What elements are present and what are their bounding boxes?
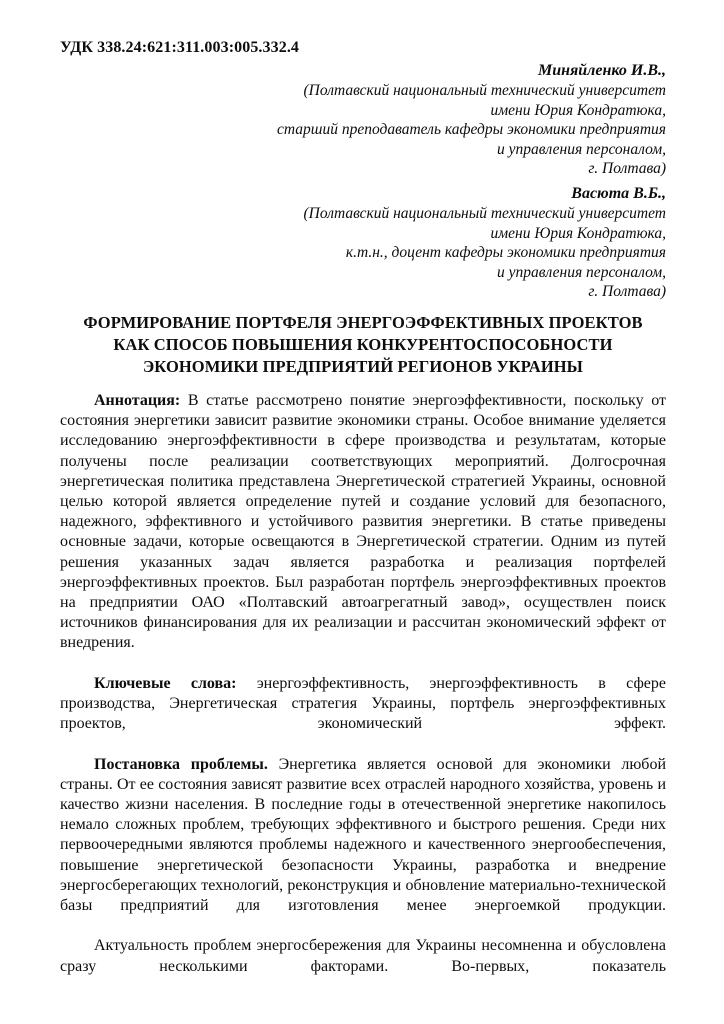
author-affiliation-line: имени Юрия Кондратюка,	[490, 224, 666, 242]
article-title	[60, 312, 666, 378]
keywords-text: энергоэффективность, энергоэффективность в сфере производства, Энергетическая стратегия Украины, портфель энергоэффективных проектов, экономический эффект.	[60, 674, 667, 733]
relevance-text: Актуальность проблем энергосбережения для Украины несомненна и обусловлена сразу несколькими факторами. Во-первых, показатель	[60, 937, 666, 975]
author-affiliation-line: имени Юрия Кондратюка,	[490, 101, 666, 119]
udc-code: УДК 338.24:621:311.003:005.332.4	[60, 39, 300, 56]
author-name: Миняйленко И.В.,	[538, 62, 666, 79]
author-block-group	[60, 60, 666, 302]
author-affiliation-line: к.т.н., доцент кафедры экономики предприятия	[345, 244, 666, 262]
author-affiliation-line: г. Полтава)	[588, 160, 666, 178]
author-affiliation-line: (Полтавский национальный технический университет	[303, 204, 666, 222]
author-affiliation-line: г. Полтава)	[588, 283, 666, 301]
article-title-line: ЭКОНОМИКИ ПРЕДПРИЯТИЙ РЕГИОНОВ УКРАИНЫ	[143, 356, 583, 376]
abstract-text: В статье рассмотрено понятие энергоэффективности, поскольку от состояния энергетики зависит развитие экономики страны. Особое внимание уделяется исследованию энергоэффективности в сфере производства и результатам, которые получены после реализации соответствующих мероприятий. Долгосрочная энергетическая политика представлена Энергетической стратегией Украины, основной целью которой является определение путей и создание условий для безопасного, надежного, эффективного и устойчивого развития энергетики. В статье приведены основные задачи, которые освещаются в Энергетической стратегии. Одним из путей решения указанных задач является разработка и реализация портфелей энергоэффективных проектов. Был разработан портфель энергоэффективных проектов на предприятии ОАО «Полтавский автоагрегатный завод», осуществлен поиск источников финансирования для их реализации и рассчитан экономический эффект от внедрения.	[60, 391, 666, 652]
author-block	[60, 183, 666, 302]
article-title-line: КАК СПОСОБ ПОВЫШЕНИЯ КОНКУРЕНТОСПОСОБНОСТИ	[113, 334, 613, 354]
problem-statement-text: Энергетика является основой для экономики любой страны. От ее состояния зависят развитие всех отраслей народного хозяйства, уровень и качество жизни населения. В последние годы в отечественной энергетике накопилось немало сложных проблем, требующих эффективного и быстрого решения. Среди них первоочередными являются проблемы надежного и качественного энергообеспечения, повышение энергетической безопасности Украины, разработка и внедрение энергосберегающих технологий, реконструкция и обновление материально-технической базы предприятий для изготовления менее энергоемкой продукции.	[60, 755, 667, 915]
author-affiliation-line: и управления персоналом,	[497, 263, 666, 281]
author-affiliation-line: и управления персоналом,	[497, 140, 666, 158]
author-affiliation-line: старший преподаватель кафедры экономики предприятия	[277, 121, 666, 139]
abstract-paragraph	[60, 391, 666, 674]
problem-statement-paragraph	[60, 755, 666, 937]
author-block	[60, 60, 666, 179]
problem-statement-label: Постановка проблемы.	[94, 755, 268, 773]
relevance-paragraph	[60, 936, 666, 997]
keywords-paragraph	[60, 674, 666, 755]
abstract-label: Аннотация:	[94, 391, 181, 409]
article-body	[60, 391, 666, 997]
page-content	[60, 38, 666, 997]
article-title-line: ФОРМИРОВАНИЕ ПОРТФЕЛЯ ЭНЕРГОЭФФЕКТИВНЫХ ПРОЕКТОВ	[83, 312, 643, 332]
keywords-label: Ключевые слова:	[94, 674, 237, 692]
author-affiliation-line: (Полтавский национальный технический университет	[303, 82, 666, 99]
author-name: Васюта В.Б.,	[571, 184, 666, 202]
